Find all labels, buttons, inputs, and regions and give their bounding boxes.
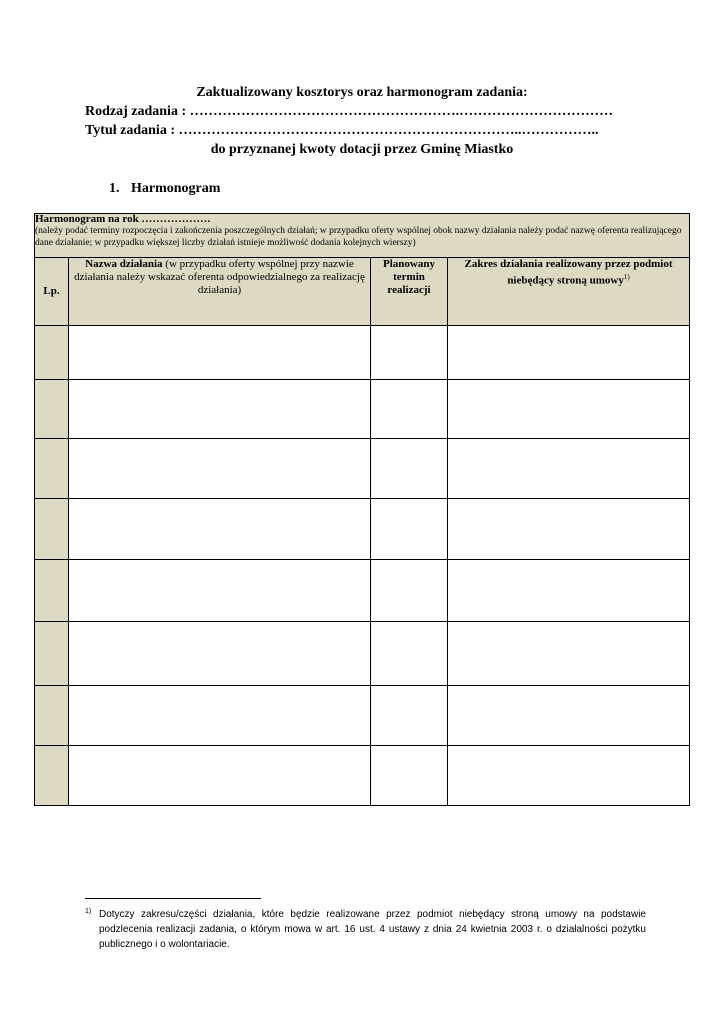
row-scope-cell[interactable]: [448, 686, 690, 746]
task-type-line: Rodzaj zadania : ………………………………………………….……………………………: [85, 104, 614, 119]
row-lp-cell[interactable]: [35, 326, 69, 380]
row-lp-cell[interactable]: [35, 380, 69, 439]
col-scope-footnote-ref: 1): [623, 273, 630, 281]
table-row: [35, 439, 690, 499]
col-lp: Lp.: [35, 258, 69, 326]
row-scope-cell[interactable]: [448, 622, 690, 686]
row-name-cell[interactable]: [69, 560, 371, 622]
row-lp-cell[interactable]: [35, 499, 69, 560]
row-lp-cell[interactable]: [35, 560, 69, 622]
row-name-cell[interactable]: [69, 439, 371, 499]
row-name-cell[interactable]: [69, 499, 371, 560]
col-action-name: [69, 258, 371, 326]
row-term-cell[interactable]: [371, 622, 448, 686]
grant-line: do przyznanej kwoty dotacji przez Gminę Miastko: [210, 142, 514, 157]
footnote: [85, 907, 646, 952]
col-planned-term: Planowany termin realizacji: [371, 258, 448, 326]
row-lp-cell[interactable]: [35, 686, 69, 746]
row-scope-cell[interactable]: [448, 326, 690, 380]
column-header-row: [35, 258, 690, 326]
row-name-cell[interactable]: [69, 686, 371, 746]
section-number: 1.: [109, 181, 120, 196]
table-row: [35, 499, 690, 560]
schedule-year-label: Harmonogram na rok ……………….: [35, 213, 211, 225]
col-scope-label: Zakres działania realizowany przez podmiot niebędący stroną umowy: [464, 258, 673, 287]
row-scope-cell[interactable]: [448, 560, 690, 622]
row-term-cell[interactable]: [371, 746, 448, 806]
row-lp-cell[interactable]: [35, 622, 69, 686]
row-term-cell[interactable]: [371, 686, 448, 746]
table-row: [35, 686, 690, 746]
schedule-table: [34, 213, 690, 806]
row-scope-cell[interactable]: [448, 499, 690, 560]
row-term-cell[interactable]: [371, 380, 448, 439]
row-term-cell[interactable]: [371, 439, 448, 499]
task-title-line: Tytuł zadania : ………………………………………………………………..……………..: [85, 123, 599, 138]
table-row: [35, 380, 690, 439]
section-heading: [109, 181, 220, 197]
table-row: [35, 622, 690, 686]
row-name-cell[interactable]: [69, 326, 371, 380]
footnote-text: Dotyczy zakresu/części działania, które będzie realizowane przez podmiot niebędący stroną umowy na podstawie podzlecenia realizacji zadania, o którym mowa w art. 16 ust. 4 ustawy z dnia 24 kwietnia 2003 r. o działalności pożytku publicznego i o wolontariacie.: [99, 909, 646, 950]
schedule-year-cell: [35, 214, 690, 258]
row-term-cell[interactable]: [371, 326, 448, 380]
row-lp-cell[interactable]: [35, 746, 69, 806]
table-row: [35, 746, 690, 806]
row-name-cell[interactable]: [69, 622, 371, 686]
col-action-name-bold: Nazwa działania: [85, 258, 163, 270]
footnote-separator: [85, 898, 261, 899]
row-name-cell[interactable]: [69, 380, 371, 439]
footnote-mark: 1): [85, 908, 92, 915]
table-row: [35, 326, 690, 380]
header-title: Zaktualizowany kosztorys oraz harmonogram zadania:: [196, 85, 528, 100]
schedule-note: (należy podać terminy rozpoczęcia i zakończenia poszczególnych działań; w przypadku oferty wspólnej obok nazwy działania należy podać nazwę oferenta realizującego dane działanie; w przypadku większej liczby działań istnieje możliwość dodania kolejnych wierszy): [35, 226, 682, 248]
section-title: Harmonogram: [131, 181, 221, 196]
col-action-name-note: (w przypadku oferty wspólnej przy nazwie działania należy wskazać oferenta odpowiedzialnego za realizację działania): [74, 258, 365, 296]
row-name-cell[interactable]: [69, 746, 371, 806]
table-row: [35, 560, 690, 622]
row-scope-cell[interactable]: [448, 746, 690, 806]
row-term-cell[interactable]: [371, 499, 448, 560]
row-scope-cell[interactable]: [448, 439, 690, 499]
row-scope-cell[interactable]: [448, 380, 690, 439]
row-term-cell[interactable]: [371, 560, 448, 622]
col-scope: [448, 258, 690, 326]
schedule-year-row: [35, 214, 690, 258]
row-lp-cell[interactable]: [35, 439, 69, 499]
